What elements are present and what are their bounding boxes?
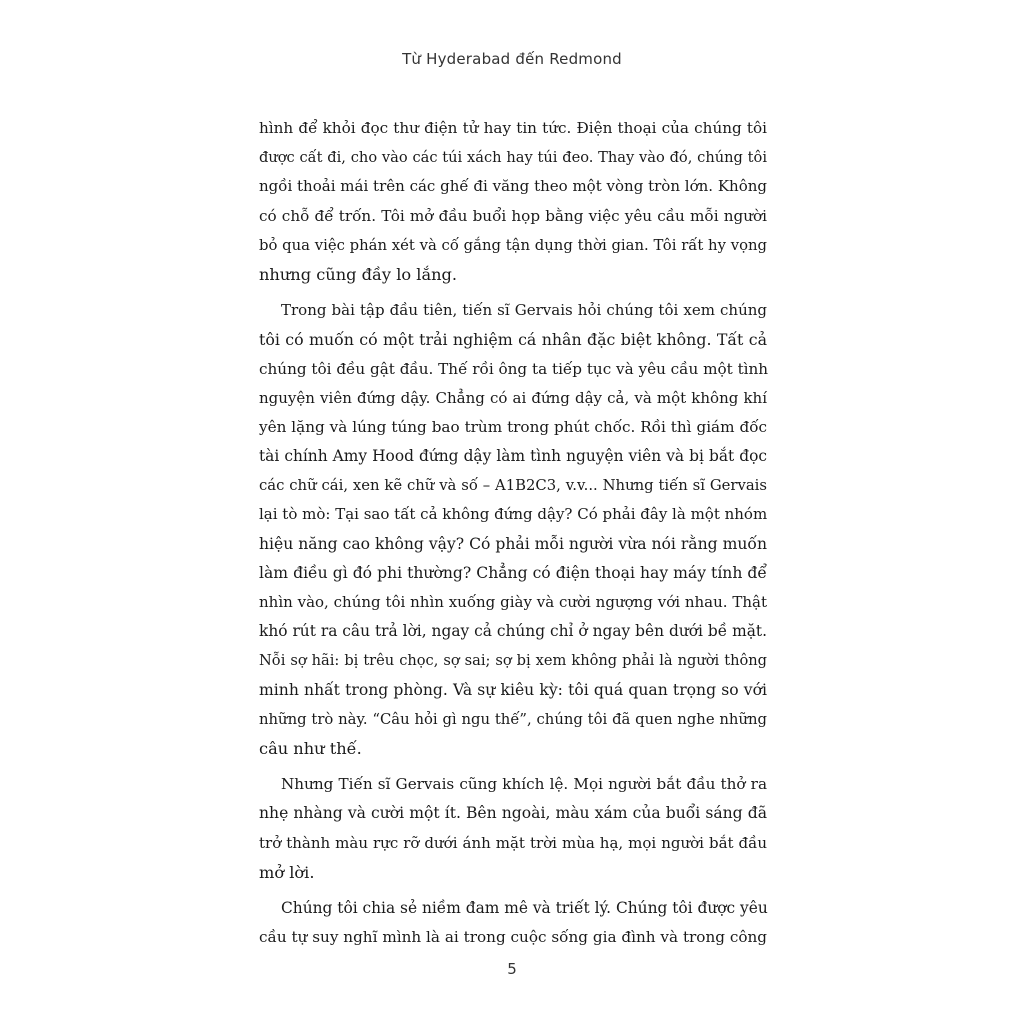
text-line: câu như thế. [259, 738, 362, 758]
body-text [259, 114, 767, 959]
text-line: Nhưng Tiến sĩ Gervais cũng khích lệ. Mọi người bắt đầu thở ra [281, 775, 767, 794]
paragraph-4 [259, 894, 767, 952]
text-line: Trong bài tập đầu tiên, tiến sĩ Gervais hỏi chúng tôi xem chúng [281, 301, 767, 320]
text-line: hình để khỏi đọc thư điện tử hay tin tức. Điện thoại của chúng tôi [259, 119, 767, 137]
text-line: yên lặng và lúng túng bao trùm trong phút chốc. Rồi thì giám đốc [259, 417, 767, 436]
text-line: làm điều gì đó phi thường? Chẳng có điện thoại hay máy tính để [259, 563, 767, 582]
text-line: khó rút ra câu trả lời, ngay cả chúng chỉ ở ngay bên dưới bề mặt. [259, 622, 767, 641]
text-line: bỏ qua việc phán xét và cố gắng tận dụng thời gian. Tôi rất hy vọng [259, 236, 767, 254]
paragraph-2 [259, 296, 767, 763]
text-line: minh nhất trong phòng. Và sự kiêu kỳ: tôi quá quan trọng so với [259, 680, 767, 699]
page-number: 5 [507, 960, 517, 978]
text-line: nguyện viên đứng dậy. Chẳng có ai đứng dậy cả, và một không khí [259, 388, 767, 407]
text-line: Chúng tôi chia sẻ niềm đam mê và triết lý. Chúng tôi được yêu [281, 898, 768, 917]
text-line: lại tò mò: Tại sao tất cả không đứng dậy? Có phải đây là một nhóm [259, 505, 768, 524]
text-line: có chỗ để trốn. Tôi mở đầu buổi họp bằng việc yêu cầu mỗi người [259, 206, 767, 225]
paragraph-1 [259, 114, 767, 289]
text-line: được cất đi, cho vào các túi xách hay túi đeo. Thay vào đó, chúng tôi [259, 149, 767, 167]
text-line: ngồi thoải mái trên các ghế đi văng theo một vòng tròn lớn. Không [259, 177, 767, 196]
text-line: Nỗi sợ hãi: bị trêu chọc, sợ sai; sợ bị xem không phải là người thông [259, 652, 767, 670]
text-line: cầu tự suy nghĩ mình là ai trong cuộc sống gia đình và trong công [259, 928, 767, 947]
paragraph-3 [259, 770, 767, 887]
text-line: các chữ cái, xen kẽ chữ và số – A1B2C3, v.v... Nhưng tiến sĩ Gervais [259, 477, 767, 495]
text-line: nhìn vào, chúng tôi nhìn xuống giày và cười ngượng với nhau. Thật [259, 593, 767, 611]
text-line: tài chính Amy Hood đứng dậy làm tình nguyện viên và bị bắt đọc [259, 447, 767, 466]
text-line: hiệu năng cao không vậy? Có phải mỗi người vừa nói rằng muốn [259, 534, 767, 553]
text-line: nhẹ nhàng và cười một ít. Bên ngoài, màu xám của buổi sáng đã [259, 804, 767, 823]
text-line: trở thành màu rực rỡ dưới ánh mặt trời mùa hạ, mọi người bắt đầu [259, 833, 767, 852]
text-line: những trò này. “Câu hỏi gì ngu thế”, chúng tôi đã quen nghe những [259, 710, 767, 728]
running-head: Từ Hyderabad đến Redmond [402, 50, 622, 68]
text-line: chúng tôi đều gật đầu. Thế rồi ông ta tiếp tục và yêu cầu một tình [259, 359, 769, 378]
text-line: nhưng cũng đầy lo lắng. [259, 264, 458, 284]
text-line: tôi có muốn có một trải nghiệm cá nhân đặc biệt không. Tất cả [259, 330, 767, 350]
text-line: mở lời. [259, 862, 315, 882]
